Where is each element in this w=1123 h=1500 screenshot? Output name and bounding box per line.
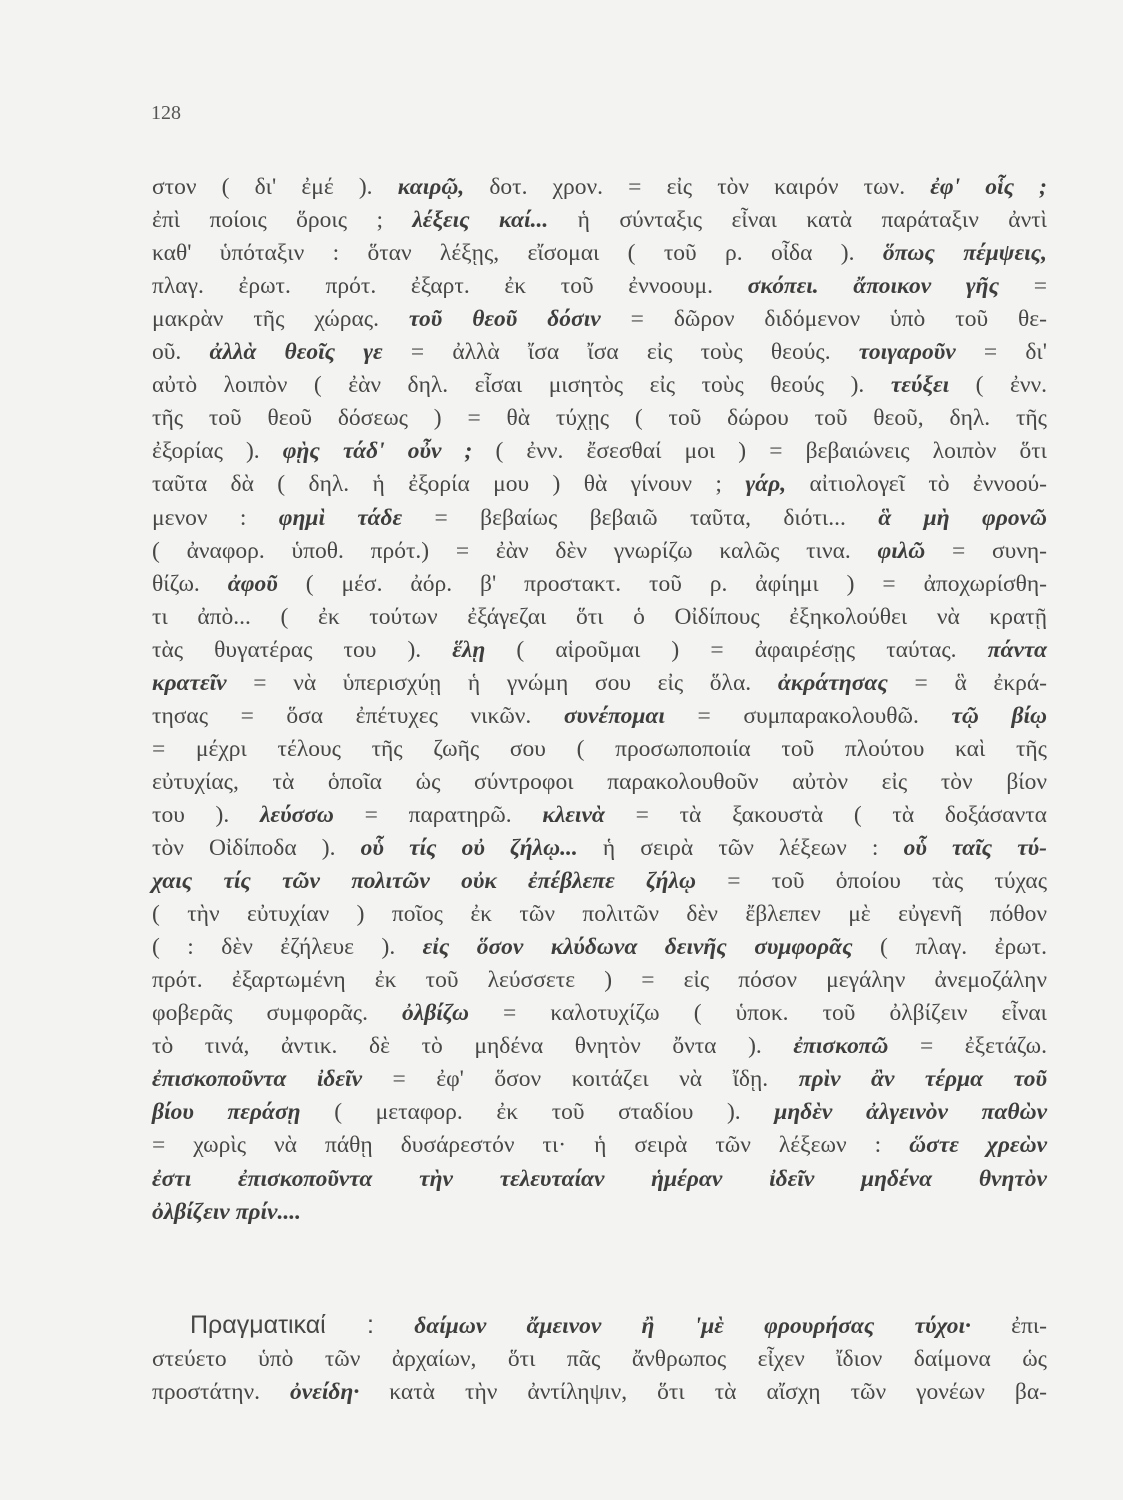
commentary-text: πρότ. ἐξαρτωμένη ἐκ τοῦ λεύσσετε ) = εἰς πόσον μεγάλην ἀνεμοζάλην — [152, 967, 1047, 994]
lemma-term: κρατεῖν — [152, 669, 227, 696]
commentary-text: = βεβαίως βεβαιῶ ταῦτα, διότι... — [402, 504, 879, 531]
text-line — [152, 568, 1047, 601]
commentary-text: ἡ σύνταξις εἶναι κατὰ παράταξιν ἀντὶ — [548, 207, 1047, 234]
lemma-term: ὥστε χρεὼν — [909, 1132, 1047, 1159]
commentary-text: ἐπὶ ποίοις ὅροις ; — [152, 207, 413, 234]
commentary-text: = δι' — [955, 339, 1047, 366]
commentary-text: ( ἐνν. — [949, 372, 1047, 399]
commentary-text: μενον : — [152, 504, 279, 531]
commentary-text: θίζω. — [152, 570, 228, 597]
lemma-term: ἐφ' οἷς ; — [930, 174, 1048, 200]
lemma-term: τεύξει — [890, 372, 950, 399]
text-line — [152, 667, 1047, 700]
text-line — [152, 1030, 1047, 1063]
text-line — [152, 997, 1047, 1030]
commentary-text: ( ἀναφορ. ὑποθ. πρότ.) = ἐὰν δὲν γνωρίζω καλῶς τινα. — [152, 537, 878, 564]
text-line — [152, 369, 1047, 402]
commentary-text: ( μέσ. ἀόρ. β' προστακτ. τοῦ ρ. ἀφίημι ) = ἀποχωρίσθη- — [277, 570, 1047, 597]
lemma-term: εἰς ὅσον κλύδωνα δεινῆς συμφορᾶς — [422, 934, 853, 961]
commentary-text: = ἃ ἐκρά- — [887, 669, 1047, 696]
text-line — [152, 601, 1047, 634]
commentary-text: ( αἱροῦμαι ) = ἀφαιρέσῃς ταύτας. — [485, 636, 988, 663]
lemma-term: ἀφοῦ — [227, 570, 278, 597]
commentary-text: = ἐφ' ὅσον κοιτάζει νὰ ἴδῃ. — [362, 1066, 799, 1093]
commentary-text: = καλοτυχίζω ( ὑποκ. τοῦ ὀλβίζειν εἶναι — [468, 1000, 1047, 1027]
commentary-text: πλαγ. ἐρωτ. πρότ. ἐξαρτ. ἐκ τοῦ ἐννοουμ. — [152, 273, 748, 300]
lemma-term: ἀλλὰ θεοῖς γε — [209, 339, 383, 366]
commentary-text: τὸν Οἰδίποδα ). — [152, 835, 361, 861]
commentary-text: = δῶρον διδόμενον ὑπὸ τοῦ θε- — [600, 306, 1047, 333]
commentary-text: του ). — [152, 801, 260, 828]
footnote-line — [152, 1376, 1047, 1409]
lemma-term: φημὶ τάδε — [278, 504, 403, 531]
lemma-term: λέξεις καί... — [412, 207, 549, 234]
lemma-term: ἐπισκοπῶ — [793, 1033, 889, 1060]
text-line — [152, 303, 1047, 336]
commentary-text: φοβερᾶς συμφορᾶς. — [152, 1000, 403, 1027]
commentary-text: οῦ. — [152, 339, 210, 366]
commentary-text: ( τὴν εὐτυχίαν ) ποῖος ἐκ τῶν πολιτῶν δὲν ἔβλεπεν μὲ εὐγενῆ πόθον — [152, 901, 1047, 928]
text-line — [152, 766, 1047, 799]
lemma-term: μηδὲν ἀλγεινὸν παθὼν — [774, 1099, 1047, 1126]
commentary-text: ταῦτα δὰ ( δηλ. ἡ ἐξορία μου ) θὰ γίνουν ; — [152, 471, 746, 498]
commentary-text: = τοῦ ὁποίου τὰς τύχας — [695, 868, 1047, 895]
commentary-text: τησας = ὅσα ἐπέτυχες νικῶν. — [152, 702, 564, 729]
text-line — [152, 402, 1047, 435]
lemma-term: πάντα — [987, 636, 1047, 663]
text-line — [152, 865, 1047, 898]
commentary-text: ἐξορίας ). — [152, 438, 283, 465]
text-line — [152, 832, 1047, 865]
commentary-text: δοτ. χρον. = εἰς τὸν καιρόν των. — [464, 174, 931, 200]
text-line — [152, 336, 1047, 369]
text-line — [152, 1129, 1047, 1162]
lemma-term: σκόπει. ἄποικον γῆς — [747, 273, 1000, 300]
lemma-term: ὀλβίζω — [402, 1000, 469, 1027]
commentary-text: = παρατηρῶ. — [333, 801, 543, 828]
commentary-text: αἰτιολογεῖ τὸ ἐννοού- — [786, 471, 1047, 498]
footnote-line — [190, 1309, 1047, 1342]
commentary-text: = χωρὶς νὰ πάθῃ δυσάρεστόν τι· ἡ σειρὰ τῶν λέξεων : — [152, 1132, 910, 1159]
commentary-text: τὸ τινά, ἀντικ. δὲ τὸ μηδένα θνητὸν ὄντα ). — [152, 1033, 794, 1060]
commentary-text: = — [999, 273, 1047, 300]
page-number: 128 — [151, 102, 181, 124]
text-line — [152, 1196, 1047, 1229]
commentary-text: = συμπαρακολουθῶ. — [664, 702, 952, 729]
text-line — [152, 898, 1047, 931]
lemma-term: χαις τίς τῶν πολιτῶν οὐκ ἐπέβλεπε ζήλῳ — [152, 868, 696, 895]
text-line — [152, 171, 1047, 204]
commentary-text: = ἐξετάζω. — [888, 1033, 1047, 1060]
commentary-text: = νὰ ὑπερισχύῃ ἡ γνώμη σου εἰς ὅλα. — [226, 669, 778, 696]
commentary-text: προστάτην. — [152, 1379, 291, 1405]
text-line — [152, 1096, 1047, 1129]
commentary-text: ( : δὲν ἐζήλευε ). — [152, 934, 423, 961]
commentary-text: τι ἀπὸ... ( ἐκ τούτων ἐξάγεζαι ὅτι ὁ Οἰδίπους ἐξηκολούθει νὰ κρατῇ — [152, 603, 1047, 630]
section-heading: Πραγματικαί : — [190, 1311, 374, 1339]
commentary-text: εὐτυχίας, τὰ ὁποῖα ὡς σύντροφοι παρακολουθοῦν αὐτὸν εἰς τὸν βίον — [152, 768, 1047, 795]
text-line — [152, 634, 1047, 667]
lemma-term: γάρ, — [745, 471, 787, 498]
text-line — [152, 270, 1047, 303]
commentary-text: ( ἐνν. ἔσεσθαί μοι ) = βεβαιώνεις λοιπὸν ὅτι — [472, 438, 1047, 465]
commentary-text: τῆς τοῦ θεοῦ δόσεως ) = θὰ τύχῃς ( τοῦ δώρου τοῦ θεοῦ, δηλ. τῆς — [152, 405, 1047, 432]
commentary-text: στεύετο ὑπὸ τῶν ἀρχαίων, ὅτι πᾶς ἄνθρωπος εἶχεν ἴδιον δαίμονα ὡς — [152, 1345, 1047, 1372]
text-line — [152, 435, 1047, 468]
lemma-term: λεύσσω — [260, 801, 334, 828]
lemma-term: ἐστι ἐπισκοποῦντα τὴν τελευταίαν ἡμέραν ἰδεῖν μηδένα θνητὸν — [152, 1165, 1047, 1192]
text-line — [152, 733, 1047, 766]
lemma-term: συνέπομαι — [563, 702, 665, 729]
text-line — [152, 700, 1047, 733]
lemma-term: τοῦ θεοῦ δόσιν — [408, 306, 601, 333]
text-line — [152, 964, 1047, 997]
lemma-term: ἕλῃ — [452, 636, 486, 663]
lemma-term: ὀνείδη· — [290, 1379, 360, 1405]
text-line — [152, 931, 1047, 964]
lemma-term: φιλῶ — [877, 537, 926, 564]
lemma-term: πρὶν ἂν τέρμα τοῦ — [798, 1066, 1047, 1093]
commentary-text: καθ' ὑπόταξιν : ὅταν λέξῃς, εἴσομαι ( τοῦ ρ. οἶδα ). — [152, 240, 883, 267]
text-line — [152, 468, 1047, 501]
lemma-term: ἃ μὴ φρονῶ — [878, 504, 1048, 531]
commentary-text: μακρὰν τῆς χώρας. — [152, 306, 409, 333]
commentary-text: = συνη- — [925, 537, 1048, 564]
lemma-term: ἐπισκοποῦντα ἰδεῖν — [152, 1066, 363, 1093]
lemma-term: τῷ βίῳ — [951, 702, 1048, 729]
commentary-text: αὐτὸ λοιπὸν ( ἐὰν δηλ. εἶσαι μισητὸς εἰς τοὺς θεούς ). — [152, 372, 891, 399]
lemma-term: καιρῷ, — [397, 174, 465, 200]
lemma-term: κλεινὰ — [542, 801, 605, 828]
commentary-text: ( μεταφορ. ἐκ τοῦ σταδίου ). — [300, 1099, 775, 1126]
commentary-text: ( πλαγ. ἐρωτ. — [852, 934, 1047, 961]
lemma-term: τοιγαροῦν — [858, 339, 956, 366]
commentary-text: ἡ σειρὰ τῶν λέξεων : — [577, 835, 904, 861]
commentary-text: ἐπι- — [970, 1313, 1048, 1339]
commentary-text: τὰς θυγατέρας του ). — [152, 636, 453, 663]
lemma-term: οὗ τίς οὐ ζήλῳ... — [360, 835, 578, 861]
lemma-term: ἀκράτησας — [777, 669, 888, 696]
text-line — [152, 1063, 1047, 1096]
commentary-text: = τὰ ξακουστὰ ( τὰ δοξάσαντα — [604, 801, 1047, 828]
lemma-term: δαίμων ἄμεινον ἢ 'μὲ φρουρήσας τύχοι· — [373, 1313, 971, 1339]
footnote-line — [152, 1343, 1047, 1376]
commentary-text: = μέχρι τέλους τῆς ζωῆς σου ( προσωποποιία τοῦ πλούτου καὶ τῆς — [152, 735, 1047, 762]
commentary-text: = ἀλλὰ ἴσα ἴσα εἰς τοὺς θεούς. — [382, 339, 859, 366]
text-line — [152, 204, 1047, 237]
lemma-term: βίου περάσῃ — [152, 1099, 301, 1126]
text-line — [152, 237, 1047, 270]
text-line — [152, 1163, 1047, 1196]
text-line — [152, 535, 1047, 568]
commentary-text: στον ( δι' ἐμέ ). — [152, 174, 398, 200]
commentary-text: κατὰ τὴν ἀντίληψιν, ὅτι τὰ αἴσχη τῶν γονέων βα- — [359, 1379, 1047, 1405]
lemma-term: οὗ ταῖς τύ- — [903, 835, 1047, 861]
text-line — [152, 799, 1047, 832]
lemma-term: φῂς τάδ' οὖν ; — [282, 438, 473, 465]
text-line — [152, 502, 1047, 535]
lemma-term: ὅπως πέμψεις, — [882, 240, 1047, 267]
lemma-term: ὀλβίζειν πρίν.... — [152, 1198, 301, 1225]
